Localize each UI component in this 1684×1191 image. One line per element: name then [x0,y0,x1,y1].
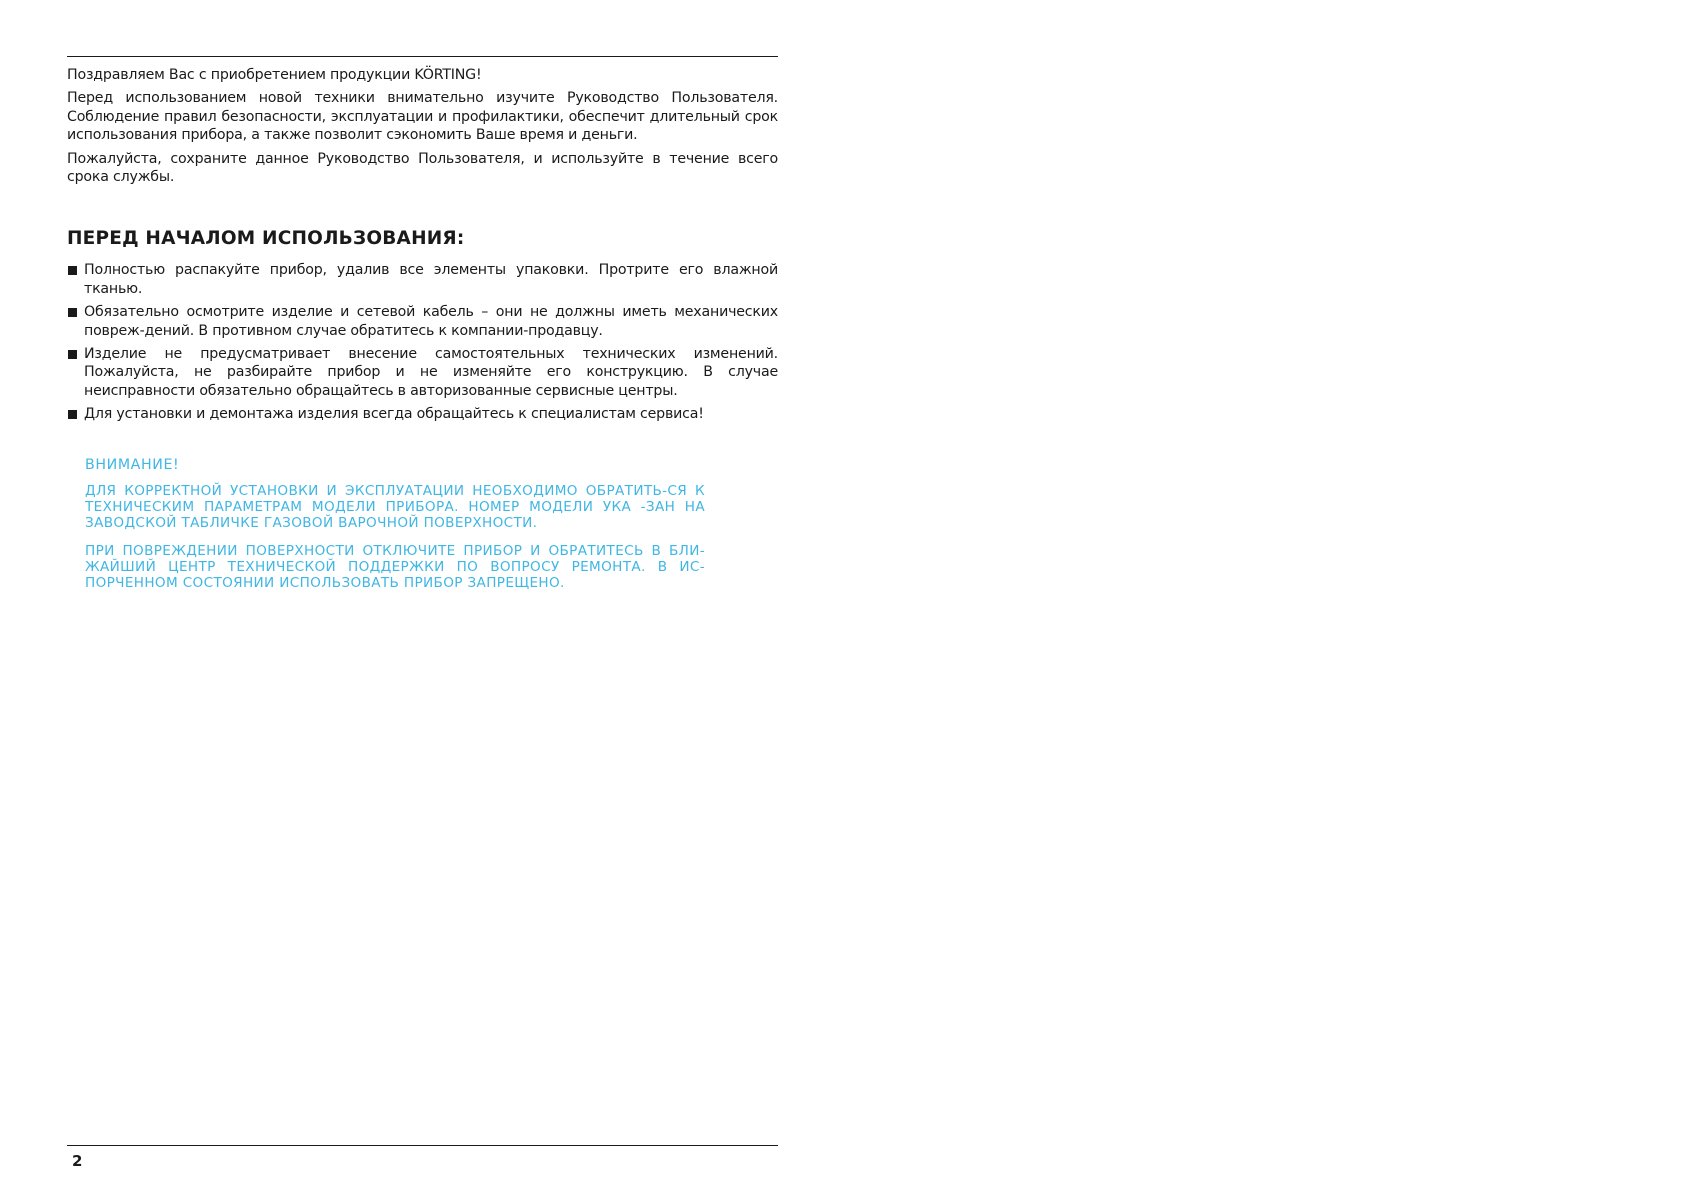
read-manual-text: Перед использованием новой техники внимательно изучите Руководство Пользователя. Соблюдение правил безопасности, эксплуатации и профилактики, обеспечит длительный срок использования прибора, а также позволит сэкономить Ваше время и деньги. [67,90,778,144]
list-item [67,261,778,298]
list-item-text: Для установки и демонтажа изделия всегда обращайтесь к специалистам сервиса! [84,406,704,423]
section-heading: ПЕРЕД НАЧАЛОМ ИСПОЛЬЗОВАНИЯ: [67,228,465,250]
keep-manual-text: Пожалуйста, сохраните данное Руководство Пользователя, и используйте в течение всего срока службы. [67,150,778,186]
list-item [67,405,778,423]
attention-block [85,457,705,602]
bottom-divider [67,1145,778,1146]
attention-paragraph-damage: ПРИ ПОВРЕЖДЕНИИ ПОВЕРХНОСТИ ОТКЛЮЧИТЕ ПРИБОР И ОБРАТИТЕСЬ В БЛИ-ЖАЙШИЙ ЦЕНТР ТЕХНИЧЕСКОЙ ПОДДЕРЖКИ ПО ВОПРОСУ РЕМОНТА. В ИС-ПОРЧЕННОМ СОСТОЯНИИ ИСПОЛЬЗОВАТЬ ПРИБОР ЗАПРЕЩЕНО. [85,542,705,592]
square-bullet-icon [68,266,77,275]
attention-title: ВНИМАНИЕ! [85,457,180,473]
before-use-list [67,261,778,423]
page-number: 2 [72,1152,83,1170]
attention-paragraph-model: ДЛЯ КОРРЕКТНОЙ УСТАНОВКИ И ЭКСПЛУАТАЦИИ НЕОБХОДИМО ОБРАТИТЬ-СЯ К ТЕХНИЧЕСКИМ ПАРАМЕТРАМ МОДЕЛИ ПРИБОРА. НОМЕР МОДЕЛИ УКА -ЗАН НА ЗАВОДСКОЙ ТАБЛИЧКЕ ГАЗОВОЙ ВАРОЧНОЙ ПОВЕРХНОСТИ. [85,483,705,532]
square-bullet-icon [68,410,77,419]
square-bullet-icon [68,350,77,359]
greeting-text: Поздравляем Вас с приобретением продукции KÖRTING! [67,67,482,83]
list-item [67,303,778,340]
list-item-text: Полностью распакуйте прибор, удалив все элементы упаковки. Протрите его влажной тканью. [84,262,778,297]
list-item-text: Обязательно осмотрите изделие и сетевой кабель – они не должны иметь механических повреж-дений. В противном случае обратитесь к компании-продавцу. [84,304,778,339]
square-bullet-icon [68,308,77,317]
main-content [67,66,778,429]
top-divider [67,56,778,57]
list-item-text: Изделие не предусматривает внесение самостоятельных технических изменений. Пожалуйста, не разбирайте прибор и не изменяйте его конструкцию. В случае неисправности обязательно обращайтесь в авторизованные сервисные центры. [84,346,778,399]
list-item [67,345,778,400]
